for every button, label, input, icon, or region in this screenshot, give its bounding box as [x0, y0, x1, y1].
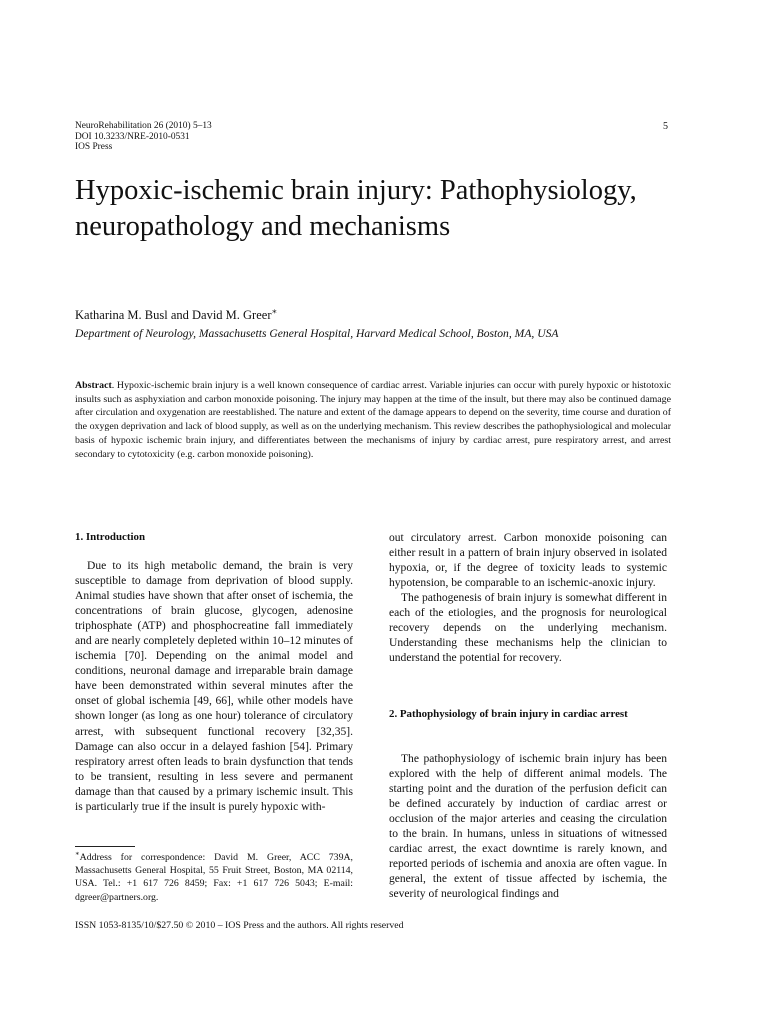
footnote-mark: ∗ [75, 850, 80, 858]
page-number: 5 [663, 121, 668, 132]
right-column-top [389, 531, 667, 666]
affiliation: Department of Neurology, Massachusetts General Hospital, Harvard Medical School, Boston, MA, USA [75, 327, 559, 340]
author-names: Katharina M. Busl and David M. Greer [75, 308, 272, 322]
section-heading-pathophysiology: 2. Pathophysiology of brain injury in cardiac arrest [389, 708, 628, 720]
author-line [75, 305, 278, 323]
pathogenesis-paragraph: The pathogenesis of brain injury is somewhat different in each of the etiologies, and the prognosis for neurological recovery depends on the underlying mechanism. Understanding these mechanisms help the clinician to understand the potential for recovery. [389, 592, 667, 665]
correspondence-footnote [75, 851, 353, 904]
intro-heading-container [75, 530, 353, 545]
abstract [75, 379, 671, 461]
copyright-footer: ISSN 1053-8135/10/$27.50 © 2010 – IOS Press and the authors. All rights reserved [75, 920, 404, 931]
left-column-body [75, 559, 353, 815]
publisher-line: IOS Press [75, 142, 113, 152]
journal-citation: NeuroRehabilitation 26 (2010) 5–13 [75, 121, 212, 131]
pathophysiology-paragraph: The pathophysiology of ischemic brain injury has been explored with the help of different animal models. The starting point and the duration of the perfusion deficit can be defined accurately by induction of cardiac arrest or occlusion of the major arteries and ceasing the circulation to the brain. In humans, unless in situations of witnessed cardiac arrest, the exact downtime is rarely known, and reported periods of ischemia and anoxia are often vague. In general, the extent of tissue affected by ischemia, the severity of neurological findings and [389, 753, 667, 901]
right-column-body [389, 752, 667, 902]
doi-line: DOI 10.3233/NRE-2010-0531 [75, 131, 190, 142]
section2-heading-container [389, 707, 667, 722]
abstract-label: Abstract [75, 380, 112, 391]
continued-paragraph: out circulatory arrest. Carbon monoxide poisoning can either result in a pattern of brain injury observed in isolated hypoxia, or, if the degree of toxicity leads to systemic hypotension, be comparable to an ischemic-anoxic injury. [389, 532, 667, 590]
intro-paragraph: Due to its high metabolic demand, the brain is very susceptible to damage from deprivation of blood supply. Animal studies have shown that after onset of ischemia, the concentrations of brain glucose, glycogen, adenosine triphosphate (ATP) and phosphocreatine fall immediately and are nearly completely depleted within 10–12 minutes of ischemia [70]. Depending on the animal model and conditions, neuronal damage and irreparable brain damage have been demonstrated within several minutes after the onset of global ischemia [49, 66], while other models have shown longer (as long as one hour) tolerance of circulatory arrest, with subsequent functional recovery [32,35]. Damage can also occur in a delayed fashion [54]. Primary respiratory arrest often leads to brain dysfunction that tends to be transient, resulting in less severe and permanent damage than that caused by a primary ischemic insult. This is particularly true if the insult is purely hypoxic with- [75, 560, 353, 813]
abstract-text: . Hypoxic-ischemic brain injury is a well known consequence of cardiac arrest. Variable injuries can occur with purely hypoxic or histotoxic insults such as asphyxiation and carbon monoxide poisoning. The injury may happen at the time of the insult, but there may also be continued damage after circulation and oxygenation are reestablished. The nature and extent of the damage appears to depend on the severity, time course and duration of the oxygen deprivation and lack of blood supply, as well as on the underlying mechanism. This review describes the pathophysiological and molecular basis of hypoxic ischemic brain injury, and differentiates between the mechanisms of injury by cardiac arrest, pure respiratory arrest, and arrest secondary to cytotoxicity (e.g. carbon monoxide poisoning). [75, 380, 671, 460]
paper-title: Hypoxic-ischemic brain injury: Pathophysiology, neuropathology and mechanisms [75, 175, 637, 242]
footnote-divider [75, 846, 135, 847]
footnote-text: Address for correspondence: David M. Greer, ACC 739A, Massachusetts General Hospital, 55 Fruit Street, Boston, MA 02114, USA. Tel.: +1 617 726 8459; Fax: +1 617 726 5043; E-mail: dgreer@partners.org. [75, 852, 353, 903]
section-heading-introduction: 1. Introduction [75, 531, 145, 543]
author-footnote-mark: ∗ [271, 305, 278, 316]
